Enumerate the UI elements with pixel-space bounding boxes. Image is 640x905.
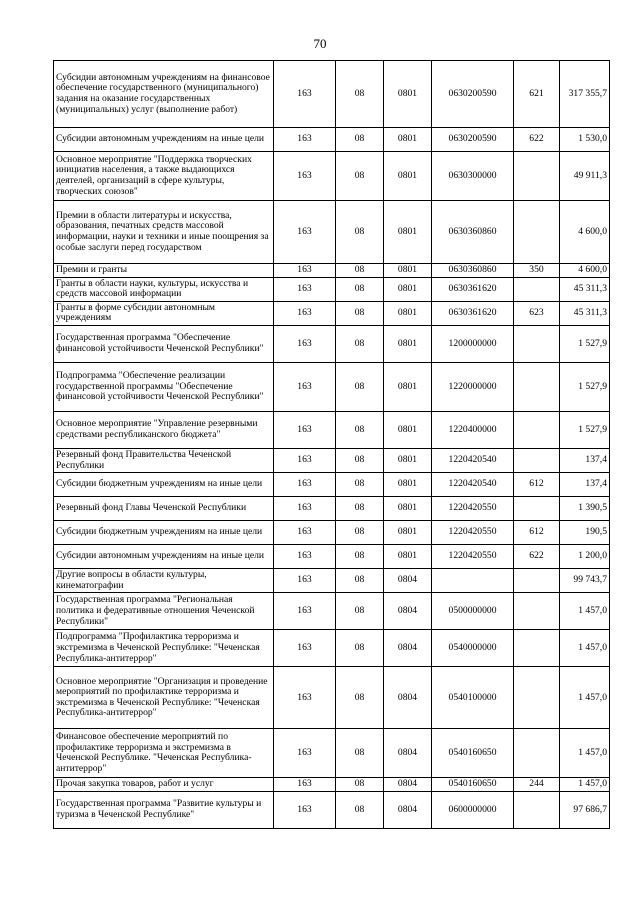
target-article-code-cell: 0540000000	[432, 630, 514, 667]
expense-type-code-cell	[514, 569, 560, 593]
amount-cell: 49 911,3	[560, 152, 610, 201]
section-code-cell: 08	[336, 791, 384, 828]
table-row	[54, 729, 610, 778]
item-name-cell: Гранты в форме субсидии автономным учреждениям	[54, 301, 274, 325]
section-code-cell: 08	[336, 729, 384, 778]
subsection-code-cell: 0801	[384, 448, 432, 472]
expense-type-code-cell: 244	[514, 778, 560, 792]
target-article-code-cell: 0630361620	[432, 277, 514, 301]
expense-type-code-cell: 622	[514, 545, 560, 569]
amount-cell: 1 457,0	[560, 630, 610, 667]
item-name-cell: Премии в области литературы и искусства, образования, печатных средств массовой информации, науки и техники и иные поощрения за особые заслуги перед государством	[54, 201, 274, 264]
item-name-cell: Подпрограмма "Обеспечение реализации государственной программы "Обеспечение финансовой устойчивости Чеченской Республики"	[54, 362, 274, 411]
amount-cell: 1 457,0	[560, 778, 610, 792]
ministry-code-cell: 163	[274, 473, 336, 497]
ministry-code-cell: 163	[274, 545, 336, 569]
table-row	[54, 497, 610, 521]
amount-cell: 317 355,7	[560, 61, 610, 128]
expense-type-code-cell	[514, 448, 560, 472]
section-code-cell: 08	[336, 411, 384, 448]
amount-cell: 97 686,7	[560, 791, 610, 828]
budget-table	[53, 60, 610, 829]
subsection-code-cell: 0804	[384, 791, 432, 828]
subsection-code-cell: 0801	[384, 61, 432, 128]
target-article-code-cell: 0540160650	[432, 729, 514, 778]
ministry-code-cell: 163	[274, 497, 336, 521]
table-row	[54, 411, 610, 448]
table-row	[54, 778, 610, 792]
section-code-cell: 08	[336, 362, 384, 411]
amount-cell: 137,4	[560, 448, 610, 472]
subsection-code-cell: 0801	[384, 521, 432, 545]
target-article-code-cell: 0630360860	[432, 264, 514, 278]
target-article-code-cell	[432, 569, 514, 593]
subsection-code-cell: 0801	[384, 473, 432, 497]
ministry-code-cell: 163	[274, 729, 336, 778]
target-article-code-cell: 0630300000	[432, 152, 514, 201]
item-name-cell: Субсидии бюджетным учреждениям на иные цели	[54, 521, 274, 545]
budget-table-body	[54, 61, 610, 829]
item-name-cell: Резервный фонд Главы Чеченской Республики	[54, 497, 274, 521]
ministry-code-cell: 163	[274, 411, 336, 448]
section-code-cell: 08	[336, 473, 384, 497]
ministry-code-cell: 163	[274, 301, 336, 325]
section-code-cell: 08	[336, 521, 384, 545]
amount-cell: 1 390,5	[560, 497, 610, 521]
expense-type-code-cell: 612	[514, 473, 560, 497]
subsection-code-cell: 0804	[384, 667, 432, 729]
subsection-code-cell: 0801	[384, 128, 432, 152]
table-row	[54, 569, 610, 593]
table-row	[54, 593, 610, 630]
ministry-code-cell: 163	[274, 128, 336, 152]
section-code-cell: 08	[336, 497, 384, 521]
ministry-code-cell: 163	[274, 521, 336, 545]
table-row	[54, 301, 610, 325]
section-code-cell: 08	[336, 630, 384, 667]
table-row	[54, 128, 610, 152]
section-code-cell: 08	[336, 277, 384, 301]
ministry-code-cell: 163	[274, 630, 336, 667]
ministry-code-cell: 163	[274, 264, 336, 278]
ministry-code-cell: 163	[274, 201, 336, 264]
item-name-cell: Прочая закупка товаров, работ и услуг	[54, 778, 274, 792]
section-code-cell: 08	[336, 152, 384, 201]
ministry-code-cell: 163	[274, 277, 336, 301]
section-code-cell: 08	[336, 201, 384, 264]
section-code-cell: 08	[336, 61, 384, 128]
subsection-code-cell: 0804	[384, 778, 432, 792]
subsection-code-cell: 0801	[384, 277, 432, 301]
table-row	[54, 201, 610, 264]
ministry-code-cell: 163	[274, 325, 336, 362]
expense-type-code-cell	[514, 729, 560, 778]
expense-type-code-cell	[514, 630, 560, 667]
item-name-cell: Государственная программа "Региональная политика и федеративные отношения Чеченской Республики"	[54, 593, 274, 630]
table-row	[54, 630, 610, 667]
expense-type-code-cell	[514, 497, 560, 521]
item-name-cell: Государственная программа "Развитие культуры и туризма в Чеченской Республике"	[54, 791, 274, 828]
table-row	[54, 264, 610, 278]
subsection-code-cell: 0801	[384, 411, 432, 448]
section-code-cell: 08	[336, 778, 384, 792]
amount-cell: 4 600,0	[560, 264, 610, 278]
table-row	[54, 473, 610, 497]
section-code-cell: 08	[336, 593, 384, 630]
expense-type-code-cell: 623	[514, 301, 560, 325]
section-code-cell: 08	[336, 325, 384, 362]
amount-cell: 45 311,3	[560, 277, 610, 301]
expense-type-code-cell: 350	[514, 264, 560, 278]
item-name-cell: Основное мероприятие "Управление резервными средствами республиканского бюджета"	[54, 411, 274, 448]
target-article-code-cell: 1220420550	[432, 521, 514, 545]
item-name-cell: Другие вопросы в области культуры, кинематографии	[54, 569, 274, 593]
expense-type-code-cell	[514, 277, 560, 301]
ministry-code-cell: 163	[274, 593, 336, 630]
amount-cell: 4 600,0	[560, 201, 610, 264]
target-article-code-cell: 0540160650	[432, 778, 514, 792]
table-row	[54, 277, 610, 301]
amount-cell: 1 457,0	[560, 667, 610, 729]
target-article-code-cell: 1200000000	[432, 325, 514, 362]
target-article-code-cell: 1220420540	[432, 448, 514, 472]
subsection-code-cell: 0804	[384, 593, 432, 630]
expense-type-code-cell: 622	[514, 128, 560, 152]
ministry-code-cell: 163	[274, 667, 336, 729]
ministry-code-cell: 163	[274, 61, 336, 128]
section-code-cell: 08	[336, 667, 384, 729]
item-name-cell: Субсидии автономным учреждениям на иные цели	[54, 128, 274, 152]
target-article-code-cell: 1220420550	[432, 497, 514, 521]
item-name-cell: Субсидии автономным учреждениям на иные цели	[54, 545, 274, 569]
expense-type-code-cell	[514, 411, 560, 448]
subsection-code-cell: 0801	[384, 201, 432, 264]
ministry-code-cell: 163	[274, 448, 336, 472]
item-name-cell: Гранты в области науки, культуры, искусства и средств массовой информации	[54, 277, 274, 301]
table-row	[54, 325, 610, 362]
amount-cell: 137,4	[560, 473, 610, 497]
subsection-code-cell: 0804	[384, 729, 432, 778]
subsection-code-cell: 0801	[384, 301, 432, 325]
target-article-code-cell: 1220400000	[432, 411, 514, 448]
target-article-code-cell: 0630361620	[432, 301, 514, 325]
section-code-cell: 08	[336, 545, 384, 569]
item-name-cell: Основное мероприятие "Поддержка творческих инициатив населения, а также выдающихся деятелей, организаций в сфере культуры, творческих союзов"	[54, 152, 274, 201]
expense-type-code-cell	[514, 362, 560, 411]
subsection-code-cell: 0801	[384, 152, 432, 201]
expense-type-code-cell	[514, 593, 560, 630]
target-article-code-cell: 0500000000	[432, 593, 514, 630]
subsection-code-cell: 0801	[384, 545, 432, 569]
amount-cell: 1 527,9	[560, 325, 610, 362]
item-name-cell: Резервный фонд Правительства Чеченской Республики	[54, 448, 274, 472]
item-name-cell: Подпрограмма "Профилактика терроризма и экстремизма в Чеченской Республике: "Чеченская Республика-антитеррор"	[54, 630, 274, 667]
subsection-code-cell: 0801	[384, 264, 432, 278]
item-name-cell: Финансовое обеспечение мероприятий по профилактике терроризма и экстремизма в Чеченской Республике. "Чеченская Республика-антитеррор"	[54, 729, 274, 778]
subsection-code-cell: 0801	[384, 497, 432, 521]
ministry-code-cell: 163	[274, 152, 336, 201]
subsection-code-cell: 0804	[384, 630, 432, 667]
target-article-code-cell: 0540100000	[432, 667, 514, 729]
table-row	[54, 521, 610, 545]
ministry-code-cell: 163	[274, 791, 336, 828]
amount-cell: 1 527,9	[560, 411, 610, 448]
ministry-code-cell: 163	[274, 569, 336, 593]
amount-cell: 1 527,9	[560, 362, 610, 411]
expense-type-code-cell	[514, 667, 560, 729]
table-row	[54, 791, 610, 828]
table-row	[54, 667, 610, 729]
item-name-cell: Основное мероприятие "Организация и проведение мероприятий по профилактике терроризма и экстремизма в Чеченской Республике: "Чеченская Республика-антитеррор"	[54, 667, 274, 729]
amount-cell: 1 200,0	[560, 545, 610, 569]
subsection-code-cell: 0801	[384, 325, 432, 362]
target-article-code-cell: 1220420540	[432, 473, 514, 497]
amount-cell: 190,5	[560, 521, 610, 545]
target-article-code-cell: 0630200590	[432, 61, 514, 128]
section-code-cell: 08	[336, 301, 384, 325]
table-row	[54, 545, 610, 569]
section-code-cell: 08	[336, 569, 384, 593]
item-name-cell: Субсидии бюджетным учреждениям на иные цели	[54, 473, 274, 497]
section-code-cell: 08	[336, 128, 384, 152]
item-name-cell: Государственная программа "Обеспечение финансовой устойчивости Чеченской Республики"	[54, 325, 274, 362]
table-row	[54, 61, 610, 128]
target-article-code-cell: 1220420550	[432, 545, 514, 569]
ministry-code-cell: 163	[274, 778, 336, 792]
expense-type-code-cell	[514, 791, 560, 828]
item-name-cell: Субсидии автономным учреждениям на финансовое обеспечение государственного (муниципального) задания на оказание государственных (муниципальных) услуг (выполнение работ)	[54, 61, 274, 128]
ministry-code-cell: 163	[274, 362, 336, 411]
expense-type-code-cell	[514, 152, 560, 201]
amount-cell: 1 457,0	[560, 729, 610, 778]
amount-cell: 45 311,3	[560, 301, 610, 325]
expense-type-code-cell	[514, 201, 560, 264]
table-row	[54, 362, 610, 411]
target-article-code-cell: 1220000000	[432, 362, 514, 411]
expense-type-code-cell: 612	[514, 521, 560, 545]
amount-cell: 1 530,0	[560, 128, 610, 152]
amount-cell: 99 743,7	[560, 569, 610, 593]
table-row	[54, 448, 610, 472]
section-code-cell: 08	[336, 264, 384, 278]
expense-type-code-cell: 621	[514, 61, 560, 128]
subsection-code-cell: 0804	[384, 569, 432, 593]
subsection-code-cell: 0801	[384, 362, 432, 411]
amount-cell: 1 457,0	[560, 593, 610, 630]
expense-type-code-cell	[514, 325, 560, 362]
section-code-cell: 08	[336, 448, 384, 472]
item-name-cell: Премии и гранты	[54, 264, 274, 278]
table-row	[54, 152, 610, 201]
target-article-code-cell: 0600000000	[432, 791, 514, 828]
target-article-code-cell: 0630360860	[432, 201, 514, 264]
page-number: 70	[313, 36, 327, 51]
target-article-code-cell: 0630200590	[432, 128, 514, 152]
